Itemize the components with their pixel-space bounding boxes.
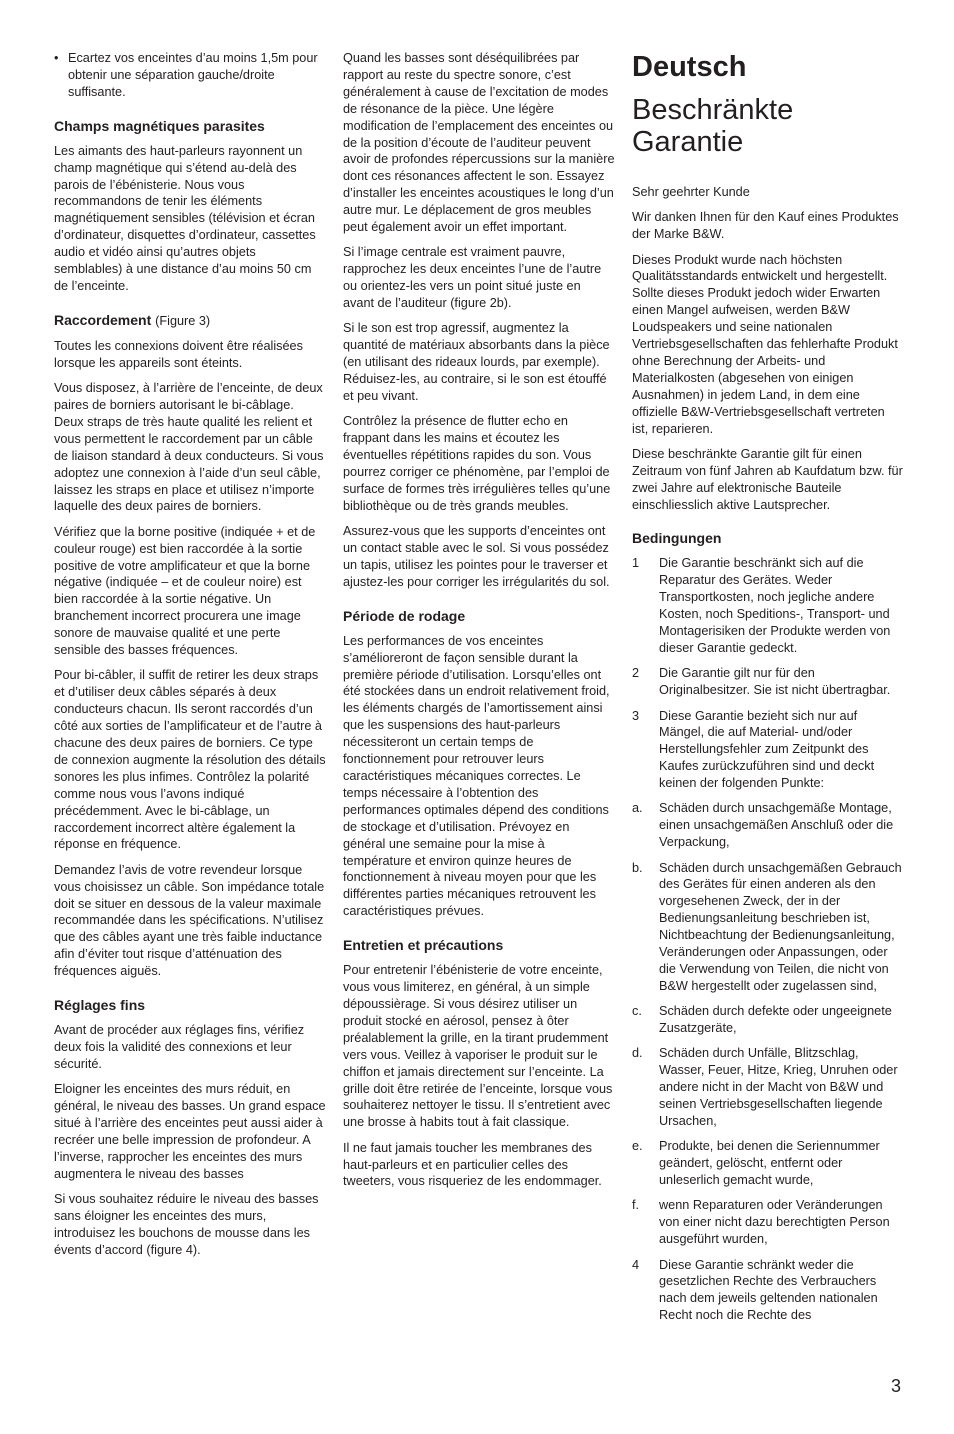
paragraph: Si le son est trop agressif, augmentez la quantité de matériaux absorbants dans la pièce (en utilisant des rideaux lourds, par exemple). Réduisez-les, au contraire, si le son est étouffé et peu vivant.	[343, 321, 610, 403]
list-item-number: b.	[632, 860, 643, 875]
list-item-text: Diese Garantie schränkt weder die gesetzlichen Rechte des Verbrauchers nach dem jeweils geltenden nationalen Recht noch die Rechte des	[659, 1257, 878, 1323]
column-french-left	[54, 50, 326, 1267]
paragraph: Si vous souhaitez réduire le niveau des basses sans éloigner les enceintes des murs, introduisez les bouchons de mousse dans les évents d’accord (figure 4).	[54, 1192, 319, 1257]
list-item	[632, 1257, 904, 1325]
list-item-number: 2	[632, 666, 640, 681]
heading-text: Raccordement	[54, 311, 152, 328]
paragraph: Eloigner les enceintes des murs réduit, en général, le niveau des basses. Un grand espace situé à l’arrière des enceintes peut aussi aider à recréer une belle impression de profondeur. A l’inverse, rapprocher les enceintes des murs augmentera le niveau des basses	[54, 1082, 326, 1181]
page-number: 3	[890, 1376, 901, 1396]
list-item	[632, 1045, 904, 1130]
paragraph: Wir danken Ihnen für den Kauf eines Produktes der Marke B&W.	[632, 210, 899, 242]
paragraph: Vérifiez que la borne positive (indiquée + et de couleur rouge) est bien raccordée à la sortie positive de votre amplificateur et que la borne négative (indiquée – et de couleur noire) est bien raccordée à la sortie négative. Un branchement incorrect procurera une image sonore de mauvaise qualité et une perte sensible des basses fréquences.	[54, 524, 316, 658]
paragraph: Contrôlez la présence de flutter echo en frappant dans les mains et écoutez les éventuelles répétitions rapides du son. Vous pourrez corriger ce phénomène, par l’emploi de surface de formes très irrégulières telles qu’une bibliothèque ou de très grands meubles.	[343, 414, 611, 513]
column-french-middle	[343, 50, 615, 1199]
paragraph: Si l’image centrale est vraiment pauvre, rapprochez les deux enceintes l’une de l’autre ou orientez-les vers un point situé juste en avant de l’auditeur (figure 2b).	[343, 245, 602, 311]
list-item-number: e.	[632, 1139, 643, 1154]
bullet-icon: •	[54, 51, 59, 65]
list-item-text: Diese Garantie bezieht sich nur auf Mängel, die auf Material- und/oder Herstellungsfehler zum Zeitpunkt des Kaufes zurückzuführen sind und deckt keinen der folgenden Punkte:	[659, 708, 875, 791]
list-item-text: Produkte, bei denen die Seriennummer geändert, gelöscht, entfernt oder unleserlich gemacht wurde,	[659, 1139, 880, 1188]
conditions-list	[632, 555, 904, 1324]
list-item-number: 4	[632, 1257, 640, 1272]
paragraph: Dieses Produkt wurde nach höchsten Qualitätsstandards entwickelt und hergestellt. Sollte dieses Produkt jedoch wider Erwarten einen Mangel aufweisen, werden B&W Loudspeakers und seine nationalen Vertriebsgesellschaften das fehlerhafte Produkt ohne Berechnung der Arbeits- und Materialkosten (abgesehen von einigen Ausnahmen) in jedem Land, in dem eine offizielle B&W-Vertriebsgesellschaft vertreten ist, reparieren.	[632, 252, 898, 436]
list-item	[632, 708, 904, 793]
bullet-text: Ecartez vos enceintes d’au moins 1,5m pour obtenir une séparation gauche/droite suffisante.	[68, 51, 318, 99]
bullet-item	[54, 50, 326, 101]
list-item	[632, 665, 904, 699]
column-german	[632, 50, 904, 1333]
list-item	[632, 1197, 904, 1248]
list-item-text: Schäden durch unsachgemäßen Gebrauch des Gerätes für einen anderen als den vorgesehenen Zweck, der in der Bedienungsanleitung beschrieben ist, Nichtbeachtung der Bedienungsanleitung, Veränderungen oder Anpassungen, oder die Verwendung von Teilen, die nicht von B&W hergestellt oder zugelassen sind,	[659, 860, 902, 993]
list-item	[632, 1138, 904, 1189]
heading-rodage: Période de rodage	[343, 607, 466, 624]
list-item-number: d.	[632, 1046, 643, 1061]
list-item-text: Schäden durch Unfälle, Blitzschlag, Wasser, Feuer, Hitze, Krieg, Unruhen oder andere nicht in der Macht von B&W und seinen Vertriebsgesellschaften liegende Ursachen,	[659, 1046, 898, 1129]
paragraph: Pour bi-câbler, il suffit de retirer les deux straps et d’utiliser deux câbles séparés à deux conducteurs chacun. Ils seront raccordés d’un côté aux sorties de l’amplificateur et de l’autre à chacune des deux paires de borniers. Ce type de connexion augmente la résolution des détails sonores les plus infimes. Contrôlez la polarité comme nous vous l’avons indiqué précédemment. Avec le bi-câblage, un raccordement incorrect altère également la réponse en fréquence.	[54, 668, 326, 852]
list-item	[632, 1003, 904, 1037]
list-item-number: 3	[632, 708, 640, 723]
list-item-text: Schäden durch unsachgemäße Montage, einen unsachgemäßen Anschluß oder die Verpackung,	[659, 801, 894, 850]
paragraph: Sehr geehrter Kunde	[632, 185, 750, 199]
list-item-number: a.	[632, 801, 643, 816]
list-item-text: Die Garantie gilt nur für den Originalbesitzer. Sie ist nicht übertragbar.	[659, 666, 891, 698]
list-item	[632, 860, 904, 995]
section-title: Deutsch	[632, 51, 747, 83]
list-item-text: Die Garantie beschränkt sich auf die Reparatur des Gerätes. Weder Transportkosten, noch jegliche andere Kosten, noch Speditions-, Transport- und Montagerisiken der Produkte werden von dieser Garantie gedeckt.	[659, 556, 891, 656]
list-item-text: wenn Reparaturen oder Veränderungen von einer nicht dazu berechtigten Person ausgeführt wurden,	[659, 1198, 890, 1247]
list-item	[632, 800, 904, 851]
list-item-number: f.	[632, 1198, 640, 1213]
list-item	[632, 555, 904, 656]
paragraph: Quand les basses sont déséquilibrées par rapport au reste du spectre sonore, c’est généralement à cause de l’excitation de modes de résonance de la pièce. Une légère modification de l’emplacement des enceintes ou de la position d’écoute de l’auditeur peuvent avoir de profondes répercussions sur la manière dont ces résonances affectent le son. Essayez d’installer les enceintes acoustiques le long d’un autre mur. Le déplacement de gros meubles peut également avoir un effet important.	[343, 51, 615, 235]
list-item-number: c.	[632, 1004, 642, 1019]
paragraph: Toutes les connexions doivent être réalisées lorsque les appareils sont éteints.	[54, 338, 303, 370]
paragraph: Il ne faut jamais toucher les membranes des haut-parleurs et en particulier celles des tweeters, vous risqueriez de les endommager.	[343, 1140, 602, 1189]
paragraph: Demandez l’avis de votre revendeur lorsque vous choisissez un câble. Son impédance totale doit se situer en dessous de la valeur maximale recommandée dans les spécifications. N’utilisez que des câbles ayant une très faible inductance afin d’éviter tout risque d’atténuation des fréquences aiguës.	[54, 862, 325, 979]
heading-champs: Champs magnétiques parasites	[54, 117, 265, 134]
paragraph: Avant de procéder aux réglages fins, vérifiez deux fois la validité des connexions et leur sécurité.	[54, 1023, 305, 1071]
paragraph: Les performances de vos enceintes s’amélioreront de façon sensible durant la première période d’utilisation. Lorsqu’elles ont été stockées dans un endroit relativement froid, les éléments chargés de l’amortissement ainsi que les suspensions des haut-parleurs nécessiteront un certain temps de fonctionnement pour retrouver leurs caractéristiques mécaniques correctes. Le temps nécessaire à l’obtention des performances optimales dépend des conditions de stockage et d’utilisation. Prévoyez en général une semaine pour la mise à température et environ quinze heures de fonctionnement à niveau moyen pour que les différentes parties mécaniques retrouvent les caractéristiques prévues.	[343, 633, 610, 919]
list-item-number: 1	[632, 556, 640, 571]
paragraph: Pour entretenir l’ébénisterie de votre enceinte, vous vous limiterez, en général, à un simple dépoussièrage. Si vous désirez utiliser un produit stocké en aérosol, pensez à ôter préalablement la grille, en la tirant prudemment vers vous. Veillez à vaporiser le produit sur le chiffon et jamais directement sur l’enceinte. La grille doit être retirée de l’enceinte, lorsque vous souhaiterez nettoyer le tissu. Il s’entretient avec une brosse à habits tout à fait classique.	[343, 963, 613, 1130]
heading-entretien: Entretien et précautions	[343, 937, 504, 954]
figure-reference: (Figure 3)	[155, 313, 211, 328]
paragraph: Assurez-vous que les supports d’enceintes ont un contact stable avec le sol. Si vous possédez un tapis, utilisez les pointes pour le traverser et ajustez-les pour corriger les irrégularités du sol.	[343, 524, 610, 589]
paragraph: Diese beschränkte Garantie gilt für einen Zeitraum von fünf Jahren ab Kaufdatum bzw. für zwei Jahre auf elektronische Bauteile einschliesslich aktive Lautsprecher.	[632, 446, 903, 512]
heading-raccordement	[54, 311, 326, 330]
heading-reglages: Réglages fins	[54, 997, 146, 1014]
paragraph: Les aimants des haut-parleurs rayonnent un champ magnétique qui s’étend au-delà des parois de l’ébénisterie. Nous vous recommandons de tenir les éléments magnétiquement sensibles (télévision et écran d’ordinateur, disquettes d’ordinateur, cassettes audio et vidéo ainsi qu’autres objets semblables) à une distance d’au moins 50 cm de l’enceinte.	[54, 143, 316, 293]
section-subtitle: Beschränkte Garantie	[632, 94, 794, 158]
heading-bedingungen: Bedingungen	[632, 530, 722, 547]
paragraph: Vous disposez, à l’arrière de l’enceinte, de deux paires de borniers autorisant le bi-câblage. Deux straps de très haute qualité les relient et vous permettent le raccordement par un câble de liaison standard à deux conducteurs. Si vous adoptez une connexion à l’aide d’un seul câble, laissez les straps en place et utilisez n’importe laquelle des deux paires de borniers.	[54, 381, 324, 514]
list-item-text: Schäden durch defekte oder ungeeignete Zusatzgeräte,	[659, 1004, 892, 1036]
